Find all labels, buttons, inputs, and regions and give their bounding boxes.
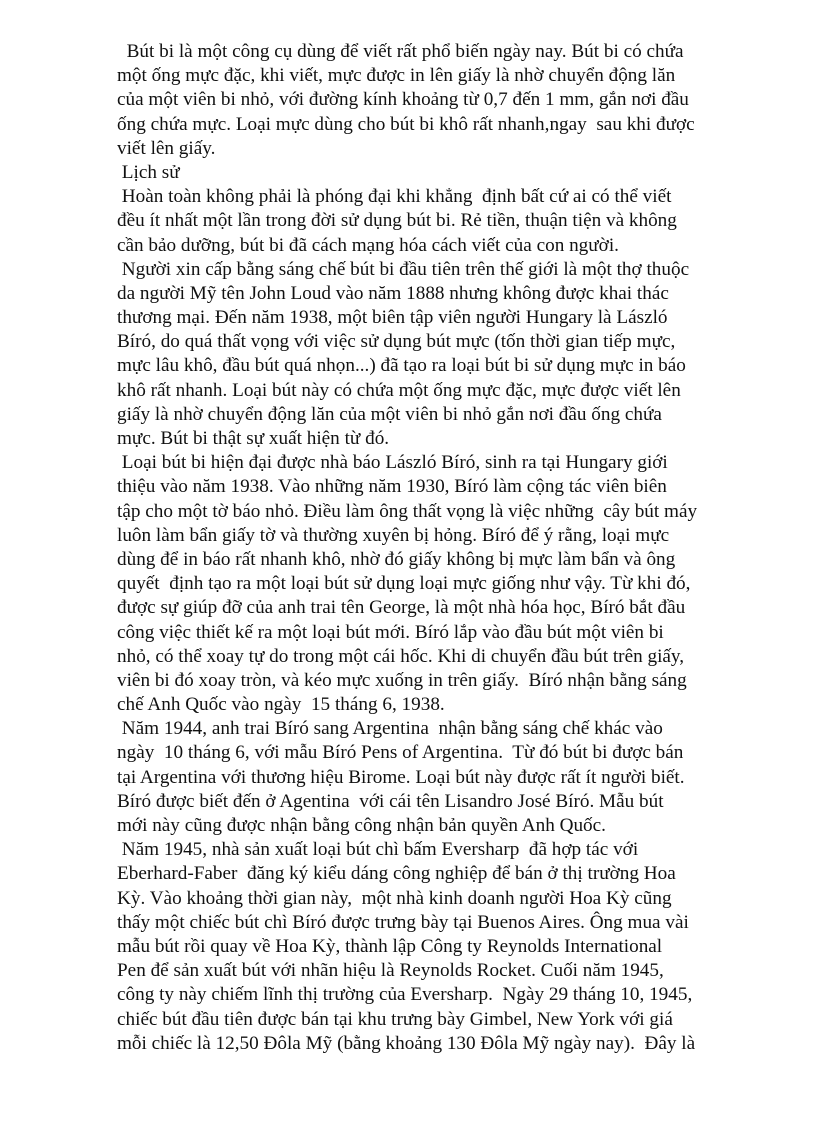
text-line: Năm 1945, nhà sản xuất loại bút chì bấm Eversharp đã hợp tác với xyxy=(117,839,639,861)
document-body xyxy=(117,40,789,1056)
text-line: Năm 1944, anh trai Bíró sang Argentina nhận bằng sáng chế khác vào xyxy=(117,718,663,740)
text-line: viên bi đó xoay tròn, và kéo mực xuống in trên giấy. Bíró nhận bằng sáng xyxy=(117,669,687,691)
text-line: Người xin cấp bằng sáng chế bút bi đầu tiên trên thế giới là một thợ thuộc xyxy=(117,258,690,280)
text-line: thiệu vào năm 1938. Vào những năm 1930, Bíró làm cộng tác viên biên xyxy=(117,476,667,498)
text-line: chế Anh Quốc vào ngày 15 tháng 6, 1938. xyxy=(117,694,445,716)
text-line: dùng để in báo rất nhanh khô, nhờ đó giấy không bị mực làm bẩn và ông xyxy=(117,548,676,570)
text-line: cần bảo dưỡng, bút bi đã cách mạng hóa cách viết của con người. xyxy=(117,234,619,256)
text-line: đều ít nhất một lần trong đời sử dụng bút bi. Rẻ tiền, thuận tiện và không xyxy=(117,210,677,232)
text-line: giấy là nhờ chuyển động lăn của một viên bi nhỏ gắn nơi đầu ống chứa xyxy=(117,403,662,425)
text-line: ống chứa mực. Loại mực dùng cho bút bi khô rất nhanh,ngay sau khi được xyxy=(117,113,695,135)
text-line: tập cho một tờ báo nhỏ. Điều làm ông thất vọng là việc những cây bút máy xyxy=(117,500,698,522)
text-line: thương mại. Đến năm 1938, một biên tập viên người Hungary là László xyxy=(117,307,668,329)
text-line: một ống mực đặc, khi viết, mực được in lên giấy là nhờ chuyển động lăn xyxy=(117,65,676,87)
text-line: Kỳ. Vào khoảng thời gian này, một nhà kinh doanh người Hoa Kỳ cũng xyxy=(117,887,672,909)
text-line: ngày 10 tháng 6, với mẫu Bíró Pens of Argentina. Từ đó bút bi được bán xyxy=(117,742,684,764)
text-line: công việc thiết kế ra một loại bút mới. Bíró lắp vào đầu bút một viên bi xyxy=(117,621,664,643)
text-line: công ty này chiếm lĩnh thị trường của Eversharp. Ngày 29 tháng 10, 1945, xyxy=(117,984,693,1006)
text-line: mực. Bút bi thật sự xuất hiện từ đó. xyxy=(117,428,390,449)
text-line: Bíró, do quá thất vọng với việc sử dụng bút mực (tốn thời gian tiếp mực, xyxy=(117,331,676,353)
text-line: thấy một chiếc bút chì Bíró được trưng bày tại Buenos Aires. Ông mua vài xyxy=(117,911,689,933)
text-line: tại Argentina với thương hiệu Birome. Loại bút này được rất ít người biết. xyxy=(117,766,685,788)
text-line: khô rất nhanh. Loại bút này có chứa một ống mực đặc, mực được viết lên xyxy=(117,379,681,401)
text-line: quyết định tạo ra một loại bút sử dụng loại mực giống như vậy. Từ khi đó, xyxy=(117,573,691,595)
text-line: mới này cũng được nhận bằng công nhận bản quyền Anh Quốc. xyxy=(117,815,606,836)
text-line: Eberhard-Faber đăng ký kiểu dáng công nghiệp để bán ở thị trường Hoa xyxy=(117,863,676,885)
text-line: Hoàn toàn không phải là phóng đại khi khẳng định bất cứ ai có thể viết xyxy=(117,186,672,208)
text-line: mỗi chiếc là 12,50 Đôla Mỹ (bằng khoảng 130 Đôla Mỹ ngày nay). Đây là xyxy=(117,1032,696,1054)
text-line: luôn làm bẩn giấy tờ và thường xuyên bị hỏng. Bíró để ý rằng, loại mực xyxy=(117,524,670,546)
text-line: của một viên bi nhỏ, với đường kính khoảng từ 0,7 đến 1 mm, gắn nơi đầu xyxy=(117,89,689,111)
text-line: da người Mỹ tên John Loud vào năm 1888 nhưng không được khai thác xyxy=(117,282,669,304)
text-line: viết lên giấy. xyxy=(117,137,216,159)
text-line: chiếc bút đầu tiên được bán tại khu trưng bày Gimbel, New York với giá xyxy=(117,1008,673,1030)
text-line: Bíró được biết đến ở Agentina với cái tên Lisandro José Bíró. Mẫu bút xyxy=(117,790,664,812)
section-heading: Lịch sử xyxy=(117,161,180,183)
text-line: Pen để sản xuất bút với nhãn hiệu là Reynolds Rocket. Cuối năm 1945, xyxy=(117,960,664,982)
text-line: nhỏ, có thể xoay tự do trong một cái hốc. Khi di chuyển đầu bút trên giấy, xyxy=(117,645,685,667)
text-line: mực lâu khô, đầu bút quá nhọn...) đã tạo ra loại bút bi sử dụng mực in báo xyxy=(117,355,686,377)
text-line: mẫu bút rồi quay về Hoa Kỳ, thành lập Công ty Reynolds International xyxy=(117,935,663,957)
text-line: được sự giúp đỡ của anh trai tên George, là một nhà hóa học, Bíró bắt đầu xyxy=(117,597,686,619)
text-line: Loại bút bi hiện đại được nhà báo László Bíró, sinh ra tại Hungary giới xyxy=(117,452,668,474)
text-line: Bút bi là một công cụ dùng để viết rất phổ biến ngày nay. Bút bi có chứa xyxy=(117,41,684,62)
